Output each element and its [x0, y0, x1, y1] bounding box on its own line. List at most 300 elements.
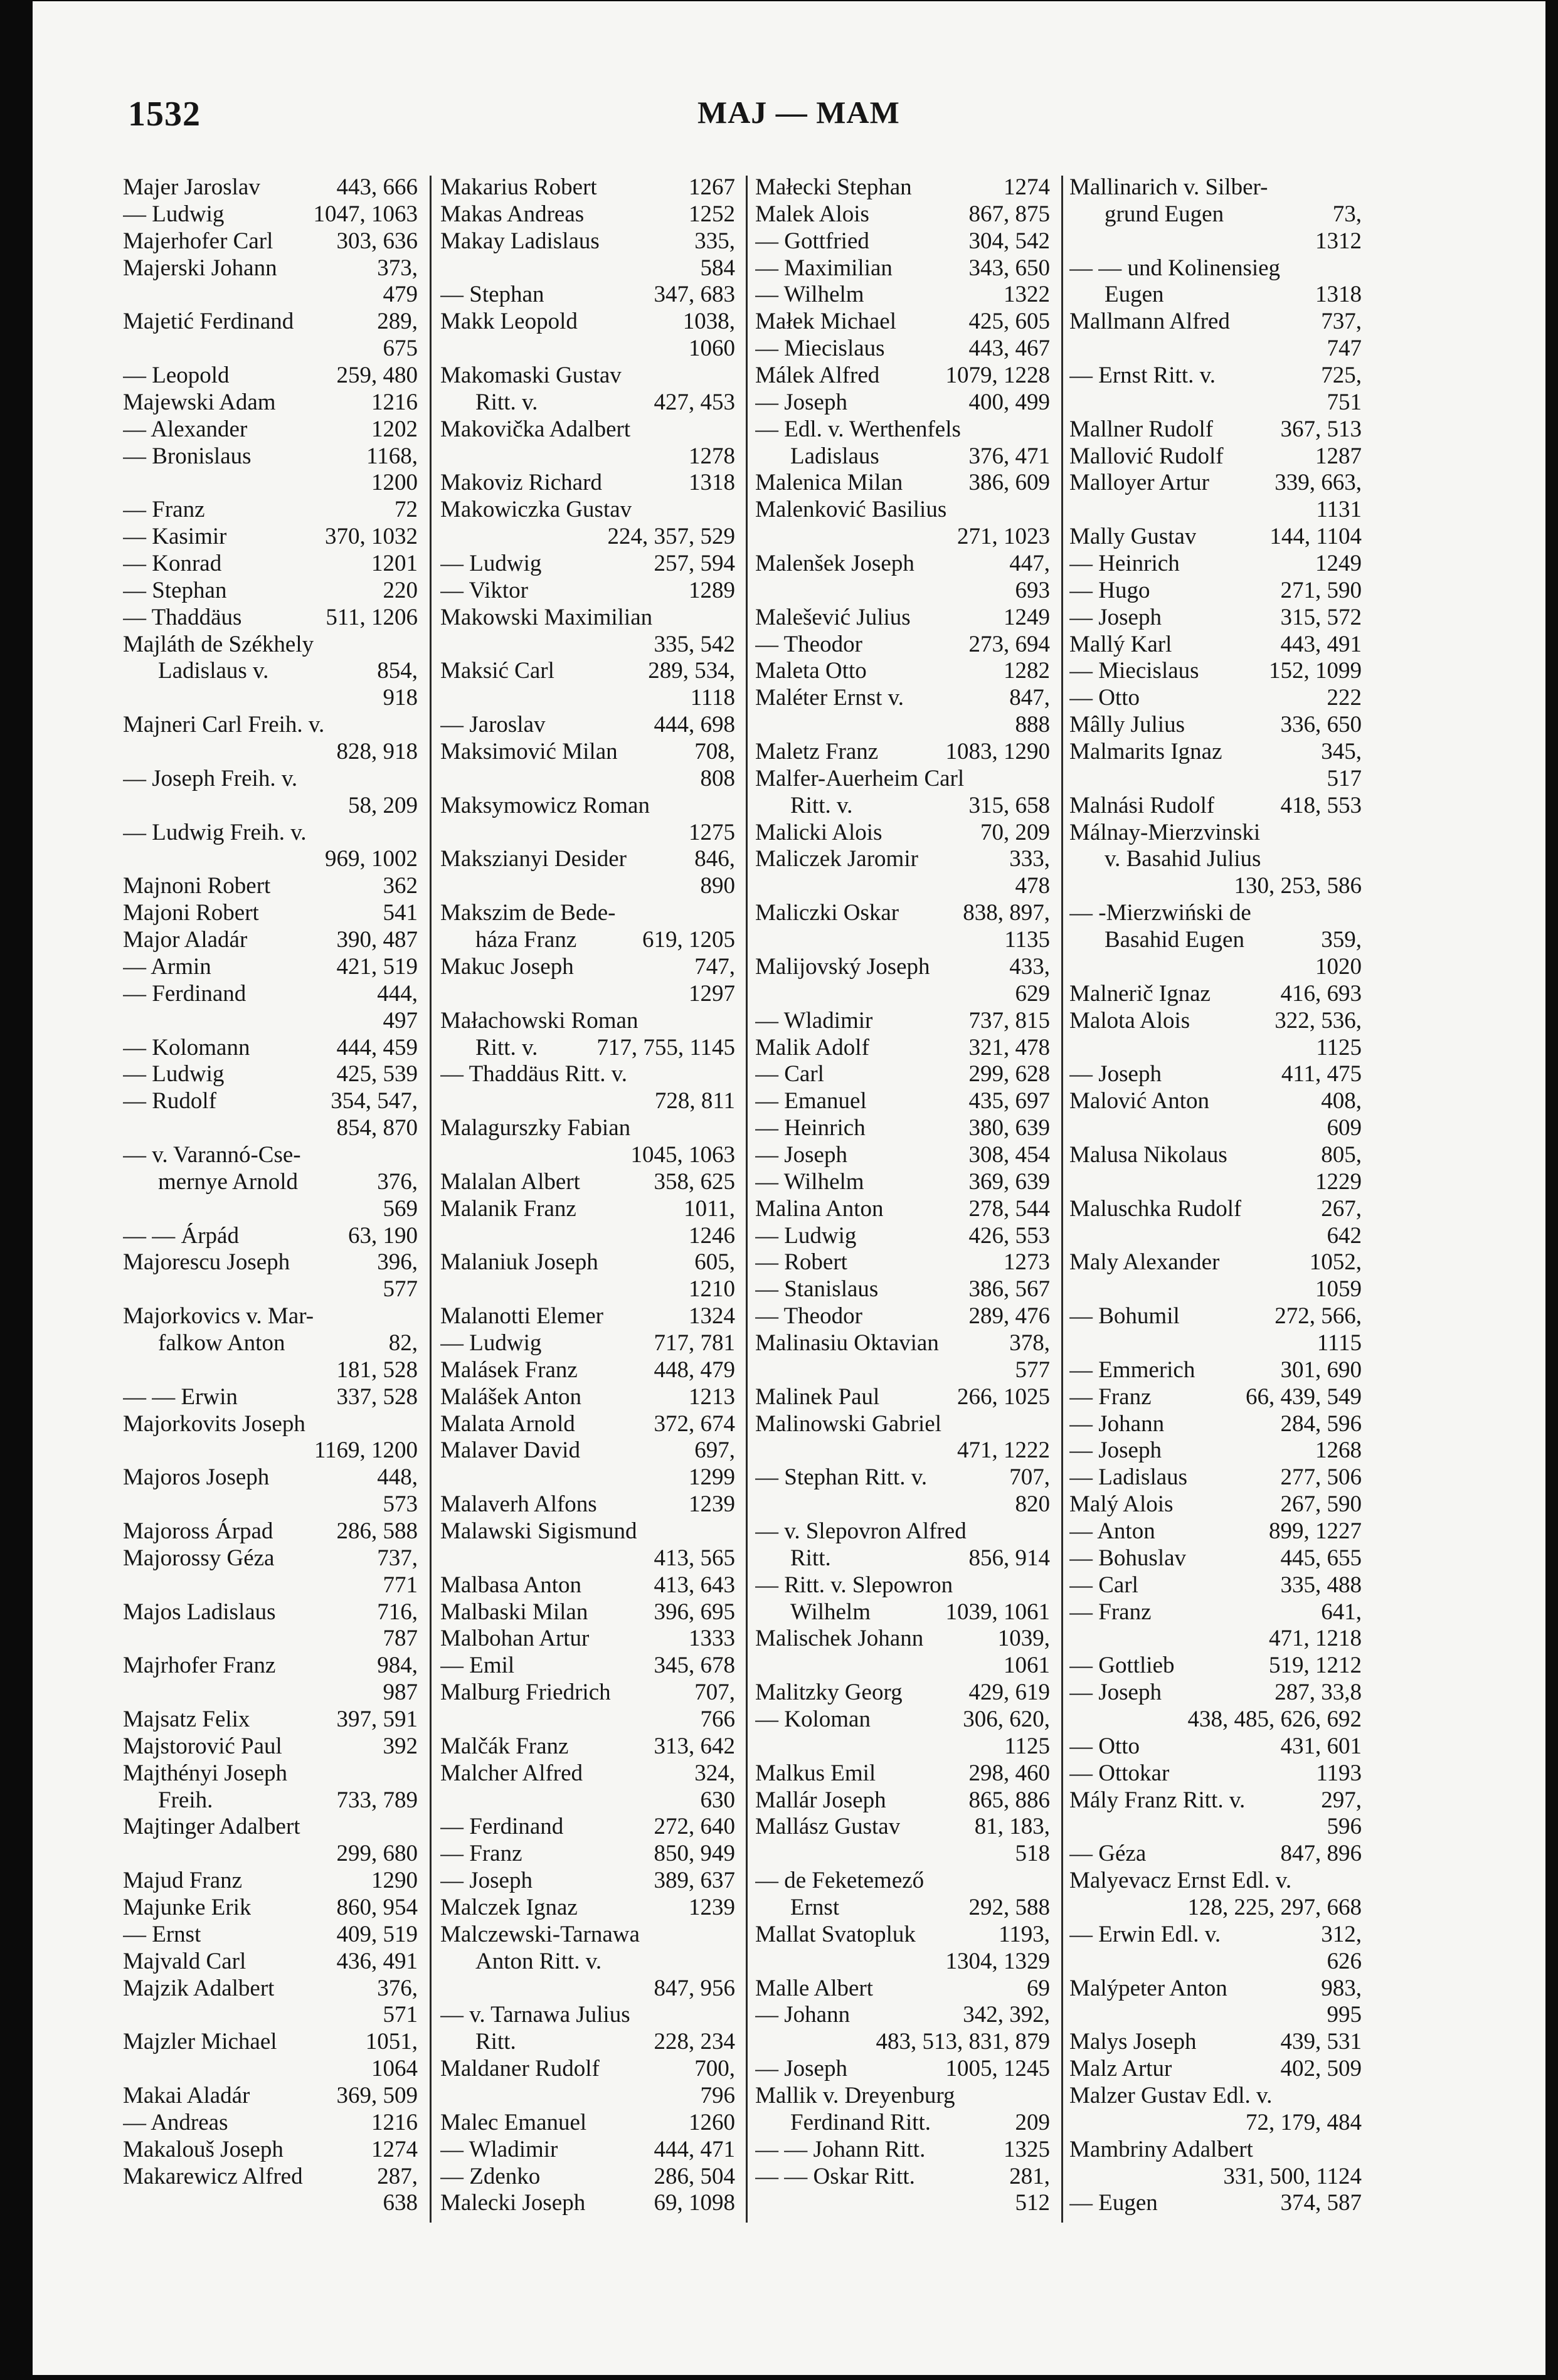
index-entry: [755, 793, 1050, 820]
entry-pages: 1210: [689, 1276, 735, 1303]
entry-name: Mallner Rudolf: [1069, 416, 1214, 442]
entry-pages: 444, 471: [654, 2136, 735, 2162]
entry-pages: 347, 683: [654, 282, 735, 308]
entry-name: Makai Aladár: [123, 2083, 250, 2109]
index-entry: [123, 766, 418, 793]
entry-name: — Leopold: [123, 362, 230, 389]
entry-pages: 443, 467: [968, 336, 1050, 362]
index-entry: [440, 228, 735, 255]
entry-name: — Anton: [1069, 1518, 1155, 1544]
entry-pages: 1169, 1200: [314, 1437, 418, 1464]
entry-name: — Stephan Ritt. v.: [755, 1464, 928, 1491]
entry-name: Makszianyi Desider: [440, 846, 627, 872]
index-entry: [440, 605, 735, 632]
entry-name: Makovička Adalbert: [440, 416, 631, 442]
index-entry: [1069, 766, 1362, 793]
entry-pages: 369, 639: [968, 1168, 1050, 1195]
entry-pages: 390, 487: [336, 927, 418, 953]
entry-pages: 435, 697: [968, 1088, 1050, 1114]
index-entry: [755, 2083, 1050, 2110]
index-entry: [440, 1491, 735, 1518]
index-entry: [1069, 1061, 1362, 1088]
entry-name: Malnerič Ignaz: [1069, 980, 1211, 1007]
entry-name: — Ludwig: [440, 551, 542, 577]
index-entry: [755, 1035, 1050, 1062]
entry-pages: 433,: [1009, 953, 1050, 980]
index-entry: [123, 1249, 418, 1276]
index-entry: [123, 362, 418, 389]
index-entry: [440, 1706, 735, 1733]
entry-pages: 717, 781: [654, 1330, 735, 1356]
entry-name: — v. Varannó-Cse-: [123, 1141, 301, 1168]
entry-name: Ritt.: [790, 1545, 831, 1571]
index-entry: [123, 1975, 418, 2002]
entry-pages: 1318: [1315, 282, 1362, 308]
entry-name: Malata Arnold: [440, 1410, 575, 1437]
entry-name: — Joseph Freih. v.: [123, 765, 298, 791]
entry-name: — Hugo: [1069, 577, 1150, 603]
entry-pages: 286, 588: [336, 1518, 418, 1544]
entry-pages: 289,: [377, 309, 418, 335]
entry-pages: 335, 488: [1280, 1572, 1362, 1598]
entry-pages: 396, 695: [654, 1599, 735, 1625]
entry-pages: 1193: [1316, 1760, 1362, 1786]
entry-name: Malmarits Ignaz: [1069, 739, 1222, 765]
entry-pages: 519, 1212: [1269, 1653, 1362, 1679]
entry-pages: 888: [1015, 712, 1050, 738]
entry-pages: 374, 587: [1280, 2190, 1362, 2216]
entry-name: — Joseph: [1069, 604, 1162, 630]
index-entry: [123, 1895, 418, 1922]
entry-pages: 224, 357, 529: [607, 524, 735, 550]
index-entry: [440, 1464, 735, 1491]
entry-pages: 1304, 1329: [945, 1948, 1050, 1974]
entry-name: — Ferdinand: [123, 980, 246, 1007]
index-entry: [1069, 309, 1362, 336]
index-entry: [1069, 1975, 1362, 2002]
index-entry: [755, 1922, 1050, 1949]
index-entry: [1069, 524, 1362, 551]
entry-name: — Ernst: [123, 1921, 201, 1947]
entry-name: — Ottokar: [1069, 1760, 1170, 1786]
entry-name: Malagurszky Fabian: [440, 1115, 631, 1141]
entry-name: — Maximilian: [755, 255, 893, 281]
index-entry: [755, 497, 1050, 524]
entry-name: Mallász Gustav: [755, 1814, 901, 1840]
entry-pages: 707,: [1009, 1464, 1050, 1491]
index-entry: [440, 1411, 735, 1438]
entry-pages: 605,: [694, 1249, 735, 1276]
entry-name: Malenica Milan: [755, 470, 903, 496]
entry-name: Malbasa Anton: [440, 1572, 582, 1598]
index-entry: [1069, 2002, 1362, 2029]
index-entry: [123, 2083, 418, 2110]
entry-pages: 427, 453: [654, 389, 735, 415]
entry-pages: 771: [383, 1572, 418, 1598]
entry-pages: 372, 674: [654, 1410, 735, 1437]
entry-name: — Wladimir: [755, 1007, 873, 1034]
entry-pages: 259, 480: [336, 362, 418, 389]
index-entry: [1069, 658, 1362, 685]
entry-pages: 1201: [371, 551, 418, 577]
index-entry: [755, 1545, 1050, 1572]
index-entry: [755, 524, 1050, 551]
entry-pages: 1216: [371, 389, 418, 415]
index-entry: [440, 1169, 735, 1196]
entry-name: Malfer-Auerheim Carl: [755, 765, 965, 791]
index-entry: [755, 1572, 1050, 1599]
entry-name: — de Feketemező: [755, 1868, 925, 1894]
entry-pages: 181, 528: [336, 1357, 418, 1383]
index-entry: [123, 820, 418, 847]
entry-name: — Andreas: [123, 2109, 228, 2135]
entry-name: mernye Arnold: [158, 1168, 298, 1195]
index-entry: [755, 1895, 1050, 1922]
entry-name: — Miecislaus: [1069, 658, 1199, 684]
entry-name: — Franz: [123, 497, 205, 523]
entry-name: Malinasiu Oktavian: [755, 1330, 939, 1356]
index-entry: [440, 1196, 735, 1223]
entry-name: Mallmann Alfred: [1069, 309, 1230, 335]
entry-name: — Armin: [123, 953, 211, 980]
entry-name: Anton Ritt. v.: [475, 1948, 602, 1974]
entry-pages: 413, 565: [654, 1545, 735, 1571]
entry-name: Majorkovits Joseph: [123, 1410, 305, 1437]
entry-pages: 73,: [1332, 201, 1362, 227]
index-entry: [1069, 1518, 1362, 1545]
index-entry: [440, 2056, 735, 2083]
entry-pages: 287,: [377, 2163, 418, 2189]
index-entry: [1069, 1357, 1362, 1384]
entry-pages: 408,: [1321, 1088, 1362, 1114]
entry-pages: 1059: [1315, 1276, 1362, 1303]
entry-name: Majtinger Adalbert: [123, 1814, 300, 1840]
index-entry: [440, 1088, 735, 1115]
entry-name: — Wladimir: [440, 2136, 558, 2162]
entry-pages: 431, 601: [1280, 1733, 1362, 1759]
entry-name: — — Erwin: [123, 1383, 238, 1410]
index-entry: [1069, 1196, 1362, 1223]
index-entry: [755, 632, 1050, 658]
entry-pages: 1252: [689, 201, 735, 227]
column-rule: [430, 176, 432, 2223]
entry-pages: 69: [1027, 1975, 1050, 2001]
entry-pages: 569: [383, 1195, 418, 1222]
entry-pages: 376, 471: [968, 443, 1050, 469]
index-entry: [1069, 1949, 1362, 1975]
entry-name: Málek Alfred: [755, 362, 880, 389]
entry-name: Mallović Rudolf: [1069, 443, 1224, 469]
entry-name: — Bohuslav: [1069, 1545, 1187, 1571]
index-entry: [755, 1975, 1050, 2002]
entry-name: Majer Jaroslav: [123, 174, 260, 200]
index-entry: [123, 793, 418, 820]
index-entry: [755, 362, 1050, 389]
entry-pages: 321, 478: [968, 1034, 1050, 1060]
index-entry: [440, 1653, 735, 1679]
entry-pages: 448, 479: [654, 1357, 735, 1383]
entry-pages: 1061: [1004, 1653, 1050, 1679]
entry-name: Malýpeter Anton: [1069, 1975, 1227, 2001]
index-entry: [440, 1008, 735, 1035]
entry-pages: 609: [1327, 1115, 1362, 1141]
entry-pages: 331, 500, 1124: [1223, 2163, 1362, 2189]
index-entry: [755, 255, 1050, 282]
index-entry: [755, 1787, 1050, 1814]
entry-name: — Franz: [1069, 1383, 1152, 1410]
index-entry: [1069, 551, 1362, 578]
index-entry: [755, 336, 1050, 362]
index-entry: [1069, 1895, 1362, 1922]
entry-pages: 335,: [694, 228, 735, 254]
index-entry: [755, 1760, 1050, 1787]
entry-name: — Emmerich: [1069, 1357, 1195, 1383]
entry-pages: 289, 534,: [648, 658, 735, 684]
index-entry: [1069, 1088, 1362, 1115]
entry-name: Maly Alexander: [1069, 1249, 1220, 1276]
entry-name: Majrhofer Franz: [123, 1653, 276, 1679]
entry-name: Majnoni Robert: [123, 873, 271, 899]
entry-pages: 373,: [377, 255, 418, 281]
entry-name: Mallár Joseph: [755, 1787, 886, 1813]
index-entry: [440, 416, 735, 443]
index-entry: [440, 282, 735, 309]
page-number: 1532: [128, 95, 201, 134]
entry-pages: 58, 209: [348, 792, 418, 818]
index-entry: [1069, 174, 1362, 201]
entry-pages: 630: [700, 1787, 735, 1813]
entry-name: Malkus Emil: [755, 1760, 876, 1786]
entry-name: — Joseph: [1069, 1679, 1162, 1706]
entry-pages: 421, 519: [336, 953, 418, 980]
entry-pages: 1047, 1063: [313, 201, 418, 227]
index-entry: [440, 1922, 735, 1949]
entry-name: Makuc Joseph: [440, 953, 574, 980]
entry-pages: 272, 566,: [1274, 1303, 1362, 1330]
entry-pages: 478: [1015, 873, 1050, 899]
entry-pages: 1193,: [999, 1921, 1050, 1947]
index-entry: [440, 1061, 735, 1088]
index-entry: [440, 712, 735, 739]
entry-pages: 333,: [1009, 846, 1050, 872]
index-entry: [1069, 389, 1362, 416]
entry-name: Malys Joseph: [1069, 2029, 1197, 2055]
entry-name: Maksić Carl: [440, 658, 554, 684]
entry-name: Małek Michael: [755, 309, 896, 335]
index-entry: [123, 1330, 418, 1357]
index-entry: [755, 605, 1050, 632]
index-entry: [123, 1035, 418, 1062]
index-entry: [123, 1545, 418, 1572]
entry-name: Malčák Franz: [440, 1733, 569, 1759]
entry-name: — Stanislaus: [755, 1276, 879, 1303]
entry-name: Malijovský Joseph: [755, 953, 930, 980]
entry-name: Maluschka Rudolf: [1069, 1195, 1242, 1222]
index-entry: [755, 1357, 1050, 1384]
entry-pages: 1318: [689, 470, 735, 496]
index-entry: [1069, 1679, 1362, 1706]
index-entry: [755, 1626, 1050, 1653]
entry-name: Malitzky Georg: [755, 1679, 903, 1706]
index-entry: [1069, 1303, 1362, 1330]
entry-name: — Konrad: [123, 551, 222, 577]
entry-pages: 411, 475: [1281, 1061, 1362, 1087]
index-entry: [123, 1868, 418, 1895]
index-entry: [440, 1142, 735, 1169]
entry-pages: 828, 918: [336, 739, 418, 765]
entry-pages: 1079, 1228: [945, 362, 1050, 389]
entry-pages: 416, 693: [1280, 980, 1362, 1007]
index-entry: [755, 820, 1050, 847]
index-entry: [123, 416, 418, 443]
entry-name: — Heinrich: [755, 1115, 866, 1141]
entry-pages: 725,: [1321, 362, 1362, 389]
entry-pages: 292, 588: [968, 1895, 1050, 1920]
entry-name: — Theodor: [755, 1303, 862, 1330]
index-entry: [123, 2190, 418, 2217]
index-entry: [755, 1733, 1050, 1760]
entry-pages: 228, 234: [654, 2029, 735, 2055]
index-entry: [440, 1115, 735, 1142]
entry-name: — Stephan: [123, 577, 227, 603]
entry-pages: 995: [1327, 2002, 1362, 2028]
entry-pages: 626: [1327, 1948, 1362, 1974]
entry-pages: 1249: [1315, 551, 1362, 577]
entry-pages: 396,: [377, 1249, 418, 1276]
index-entry: [755, 2029, 1050, 2056]
index-entry: [440, 1276, 735, 1303]
entry-name: Majerhofer Carl: [123, 228, 273, 254]
entry-name: Major Aladár: [123, 927, 248, 953]
index-entry: [440, 1599, 735, 1626]
entry-pages: 1297: [689, 980, 735, 1007]
entry-pages: 426, 553: [968, 1222, 1050, 1249]
index-entry: [123, 1949, 418, 1975]
entry-pages: 1312: [1315, 228, 1362, 254]
index-entry: [440, 820, 735, 847]
index-entry: [123, 2137, 418, 2164]
entry-name: Małachowski Roman: [440, 1007, 639, 1034]
entry-name: — Rudolf: [123, 1088, 217, 1114]
entry-name: — Kasimir: [123, 524, 227, 550]
dictionary-page: [33, 1, 1545, 2375]
entry-name: Malaniuk Joseph: [440, 1249, 598, 1276]
entry-pages: 315, 658: [968, 792, 1050, 818]
entry-pages: 299, 680: [336, 1841, 418, 1867]
entry-pages: 273, 694: [968, 631, 1050, 657]
entry-name: — Ludwig: [755, 1222, 857, 1249]
entry-pages: 642: [1327, 1222, 1362, 1249]
index-entry: [755, 2190, 1050, 2217]
entry-pages: 1299: [689, 1464, 735, 1491]
index-entry: [1069, 1276, 1362, 1303]
entry-name: — Theodor: [755, 631, 862, 657]
entry-name: Malešević Julius: [755, 604, 911, 630]
entry-name: Malyevacz Ernst Edl. v.: [1069, 1868, 1292, 1894]
entry-pages: 447,: [1009, 551, 1050, 577]
index-entry: [755, 1841, 1050, 1868]
entry-name: Majsatz Felix: [123, 1706, 250, 1732]
index-entry: [123, 470, 418, 497]
entry-name: Malaverh Alfons: [440, 1491, 597, 1518]
index-entry: [123, 1411, 418, 1438]
entry-pages: 846,: [694, 846, 735, 872]
entry-pages: 1324: [689, 1303, 735, 1330]
entry-pages: 751: [1327, 389, 1362, 415]
entry-pages: 1273: [1004, 1249, 1050, 1276]
index-entry: [440, 1035, 735, 1062]
entry-name: Malalan Albert: [440, 1168, 580, 1195]
index-entry: [755, 1599, 1050, 1626]
entry-name: Majorossy Géza: [123, 1545, 275, 1571]
index-entry: [755, 1330, 1050, 1357]
index-entry: [440, 470, 735, 497]
entry-pages: 1325: [1004, 2136, 1050, 2162]
entry-pages: 343, 650: [968, 255, 1050, 281]
index-entry: [440, 1249, 735, 1276]
index-entry: [440, 2002, 735, 2029]
entry-pages: 577: [383, 1276, 418, 1303]
entry-pages: 362: [383, 873, 418, 899]
index-entry: [123, 443, 418, 470]
entry-name: Malecki Joseph: [440, 2190, 586, 2216]
index-entry: [1069, 1572, 1362, 1599]
index-entry: [123, 2164, 418, 2191]
index-entry: [755, 1464, 1050, 1491]
entry-pages: 303, 636: [336, 228, 418, 254]
entry-pages: 369, 509: [336, 2083, 418, 2109]
entry-pages: 847, 896: [1280, 1841, 1362, 1867]
entry-pages: 1011,: [684, 1195, 735, 1222]
entry-name: Malz Artur: [1069, 2056, 1172, 2082]
index-entry: [1069, 1223, 1362, 1250]
entry-pages: 890: [700, 873, 735, 899]
entry-name: — Joseph: [440, 1868, 533, 1894]
index-entry: [440, 1895, 735, 1922]
entry-pages: 445, 655: [1280, 1545, 1362, 1571]
entry-pages: 641,: [1321, 1599, 1362, 1625]
entry-pages: 1115: [1317, 1330, 1362, 1356]
entry-name: — Gottfried: [755, 228, 869, 254]
entry-pages: 443, 666: [336, 174, 418, 200]
entry-name: Majewski Adam: [123, 389, 276, 415]
entry-name: Makomaski Gustav: [440, 362, 622, 389]
entry-pages: 378,: [1009, 1330, 1050, 1356]
index-entry: [1069, 981, 1362, 1008]
entry-name: — Edl. v. Werthenfels: [755, 416, 961, 442]
entry-pages: 512: [1015, 2190, 1050, 2216]
entry-name: Ritt.: [475, 2029, 516, 2055]
index-entry: [440, 954, 735, 981]
entry-name: Makk Leopold: [440, 309, 578, 335]
entry-name: Malý Alois: [1069, 1491, 1174, 1518]
entry-name: Maletz Franz: [755, 739, 879, 765]
index-entry: [440, 551, 735, 578]
index-entry: [440, 658, 735, 685]
entry-name: — Joseph: [755, 2056, 847, 2082]
index-entry: [440, 2110, 735, 2137]
index-entry: [440, 1330, 735, 1357]
entry-pages: 281,: [1009, 2163, 1050, 2189]
entry-name: — Ladislaus: [1069, 1464, 1188, 1491]
entry-pages: 277, 506: [1280, 1464, 1362, 1491]
entry-name: — Otto: [1069, 1733, 1140, 1759]
entry-pages: 1213: [689, 1383, 735, 1410]
index-entry: [123, 1787, 418, 1814]
entry-pages: 443, 491: [1280, 631, 1362, 657]
index-entry: [755, 416, 1050, 443]
entry-pages: 438, 485, 626, 692: [1187, 1706, 1362, 1732]
